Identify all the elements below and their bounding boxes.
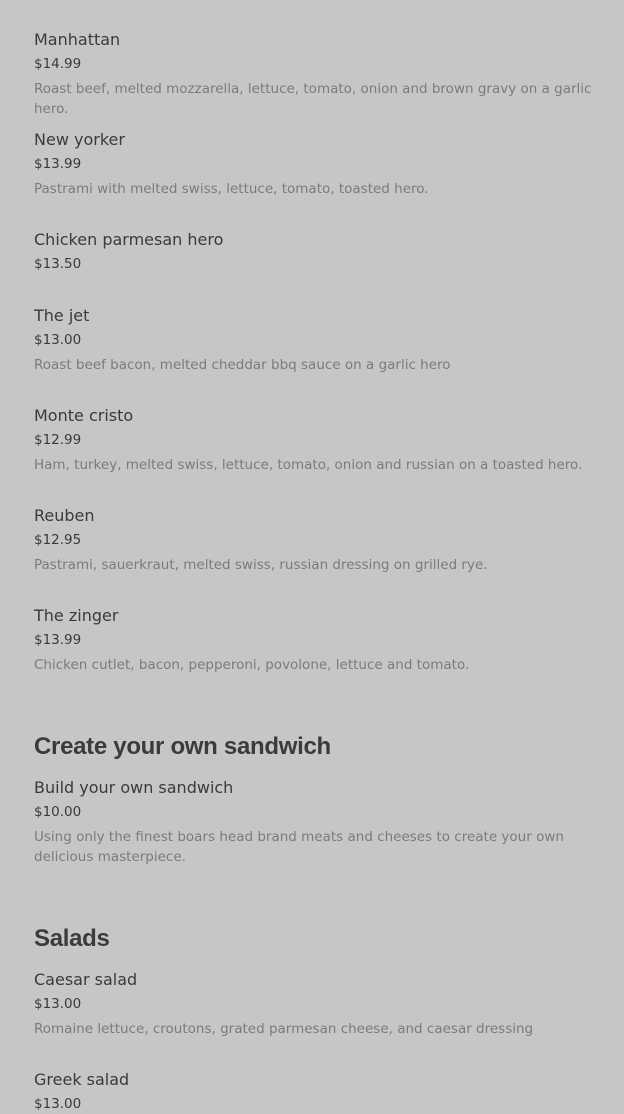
item-name: Manhattan xyxy=(34,30,121,49)
item-description: Chicken cutlet, bacon, pepperoni, povolone, lettuce and tomato. xyxy=(34,657,470,673)
item-name: Reuben xyxy=(34,506,95,525)
menu-item[interactable] xyxy=(34,506,488,575)
item-price: $14.99 xyxy=(34,56,82,72)
item-description: Pastrami, sauerkraut, melted swiss, russian dressing on grilled rye. xyxy=(34,557,488,573)
menu-item[interactable] xyxy=(34,1070,129,1113)
item-name: Monte cristo xyxy=(34,406,134,425)
item-price: $13.00 xyxy=(34,996,82,1012)
item-description: Using only the finest boars head brand meats and cheeses to create your own delicious masterpiece. xyxy=(34,829,564,865)
section-title: Create your own sandwich xyxy=(34,733,331,760)
menu-item[interactable] xyxy=(34,406,582,475)
item-name: The zinger xyxy=(34,606,119,625)
item-description: Romaine lettuce, croutons, grated parmesan cheese, and caesar dressing xyxy=(34,1021,534,1037)
menu-item[interactable] xyxy=(34,778,604,867)
item-description: Ham, turkey, melted swiss, lettuce, tomato, onion and russian on a toasted hero. xyxy=(34,457,583,473)
menu-item[interactable] xyxy=(34,130,429,199)
menu-item[interactable] xyxy=(34,606,469,675)
item-name: Greek salad xyxy=(34,1070,130,1089)
item-price: $13.00 xyxy=(34,1096,82,1112)
item-name: New yorker xyxy=(34,130,125,149)
menu-item[interactable] xyxy=(34,230,223,273)
item-name: Build your own sandwich xyxy=(34,778,234,797)
item-price: $13.99 xyxy=(34,156,82,172)
item-description: Roast beef bacon, melted cheddar bbq sauce on a garlic hero xyxy=(34,357,451,373)
item-price: $13.99 xyxy=(34,632,82,648)
section-title: Salads xyxy=(34,925,110,952)
item-price: $13.50 xyxy=(34,256,82,272)
item-price: $12.95 xyxy=(34,532,82,548)
item-price: $12.99 xyxy=(34,432,82,448)
menu-item[interactable] xyxy=(34,306,451,375)
item-description: Pastrami with melted swiss, lettuce, tomato, toasted hero. xyxy=(34,181,429,197)
menu-item[interactable] xyxy=(34,970,533,1039)
item-name: Caesar salad xyxy=(34,970,138,989)
item-name: The jet xyxy=(34,306,90,325)
item-description: Roast beef, melted mozzarella, lettuce, tomato, onion and brown gravy on a garlic hero. xyxy=(34,81,592,117)
item-price: $10.00 xyxy=(34,804,82,820)
menu-item[interactable] xyxy=(34,30,604,119)
item-price: $13.00 xyxy=(34,332,82,348)
item-name: Chicken parmesan hero xyxy=(34,230,224,249)
